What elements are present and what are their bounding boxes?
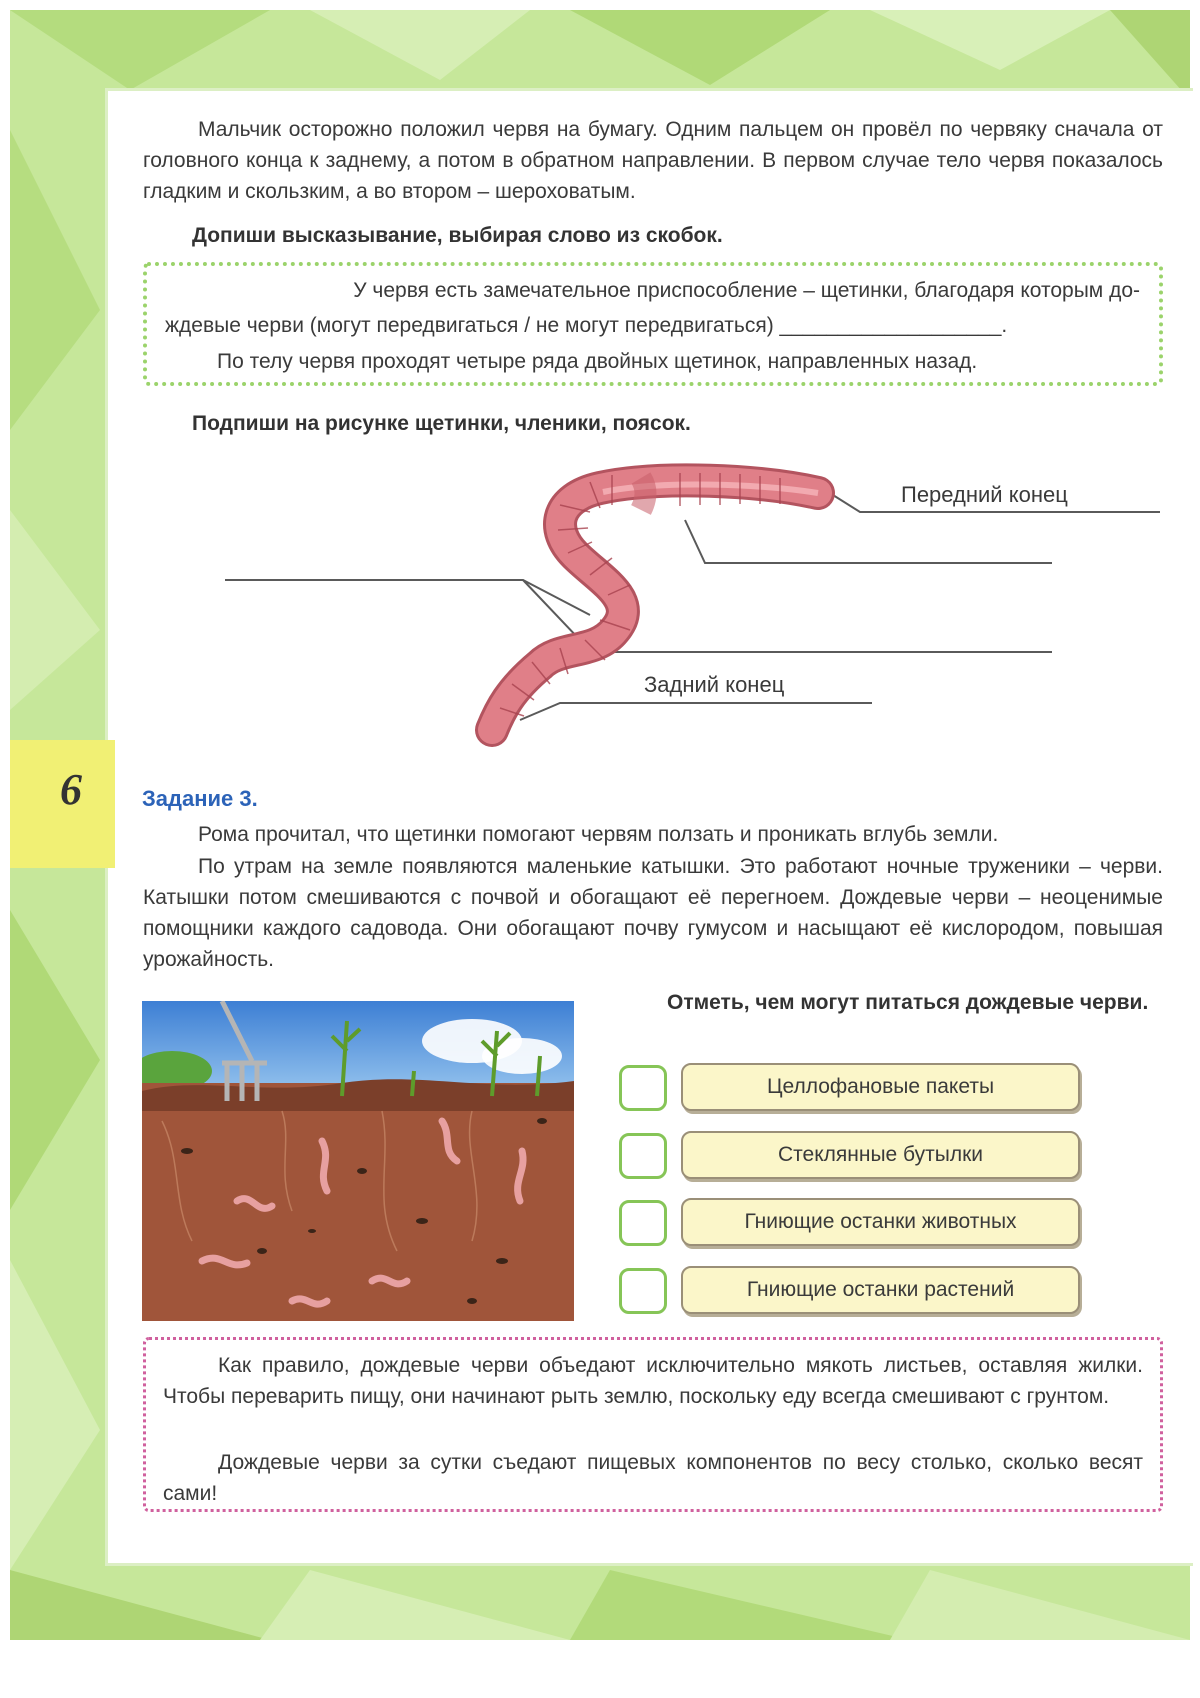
pinkbox-paragraph-1: Как правило, дождевые черви объедают исключительно мякоть листьев, оставляя жилки. Чтобы переварить пищу, они начинают рыть землю, поскольку еду всегда смешивают с грунтом. xyxy=(163,1354,1143,1408)
checkbox-option-1[interactable] xyxy=(619,1065,667,1111)
greenbox-line1: У червя есть замечательное приспособление – щетинки, благодаря которым до- xyxy=(353,279,1140,302)
pinkbox-paragraph-2: Дождевые черви за сутки съедают пищевых компонентов по весу столько, сколько весят сами! xyxy=(163,1451,1143,1505)
label-back-end: Задний конец xyxy=(644,672,785,697)
option-3-label[interactable]: Гниющие останки животных xyxy=(681,1198,1080,1246)
checkbox-option-3[interactable] xyxy=(619,1200,667,1246)
page-number-tab xyxy=(10,740,115,868)
greenbox-line2[interactable]: ждевые черви (могут передвигаться / не могут передвигаться) ___________________. xyxy=(165,314,1008,337)
greenbox-line3: По телу червя проходят четыре ряда двойных щетинок, направленных назад. xyxy=(217,350,978,373)
checkbox-option-4[interactable] xyxy=(619,1268,667,1314)
checkbox-option-2[interactable] xyxy=(619,1133,667,1179)
task-3-paragraph-1: Рома прочитал, что щетинки помогают червям ползать и проникать вглубь земли. xyxy=(198,823,999,846)
option-4-label[interactable]: Гниющие останки растений xyxy=(681,1266,1080,1314)
soil-worms-illustration xyxy=(142,1001,574,1321)
question-food: Отметь, чем могут питаться дождевые черви. xyxy=(667,991,1149,1014)
intro-paragraph: Мальчик осторожно положил червя на бумагу. Одним пальцем он провёл по червяку сначала от головного конца к заднему, а потом в обратном направлении. В первом случае тело червя показалось гладким и скользким, а во втором – шероховатым. xyxy=(143,118,1163,203)
instruction-complete-statement: Допиши высказывание, выбирая слово из скобок. xyxy=(192,224,723,247)
label-front-end: Передний конец xyxy=(901,482,1068,507)
page-number: 6 xyxy=(60,765,82,814)
task-3-title: Задание 3. xyxy=(142,786,258,811)
task-3-paragraph-2: По утрам на земле появляются маленькие катышки. Это работают ночные труженики – черви. Катышки потом смешиваются с почвой и обогащают её перегноем. Дождевые черви – неоценимые помощники каждого садовода. Они обогащают почву гумусом и насыщают её кислородом, повышая урожайность. xyxy=(143,855,1163,971)
instruction-label-drawing: Подпиши на рисунке щетинки, членики, поясок. xyxy=(192,412,691,435)
option-2-label[interactable]: Стеклянные бутылки xyxy=(681,1131,1080,1179)
option-1-label[interactable]: Целлофановые пакеты xyxy=(681,1063,1080,1111)
